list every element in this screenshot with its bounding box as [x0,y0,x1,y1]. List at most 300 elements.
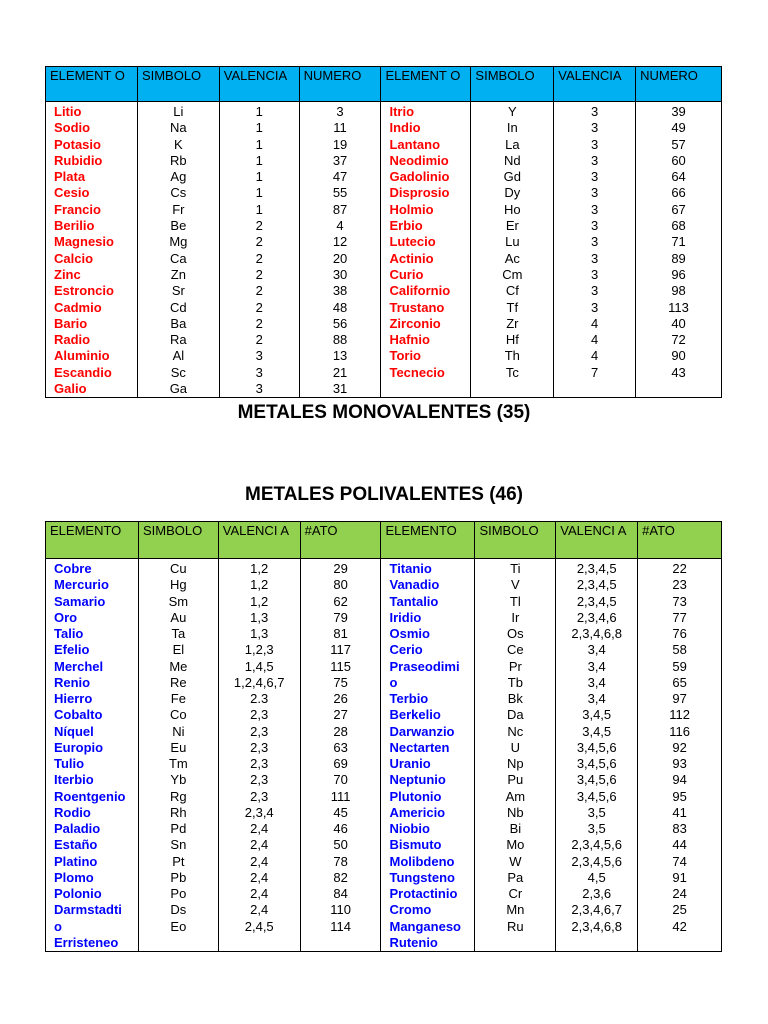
valence-cell: 3,5 [556,821,638,837]
table-row [46,316,722,332]
atomic-number-cell: 95 [638,789,722,805]
table-row [46,594,722,610]
element-name-cell: Rodio [46,805,139,821]
element-name-cell: Rubidio [46,153,138,169]
element-name-cell: Cadmio [46,300,138,316]
valence-cell: 2,4 [218,870,300,886]
table-row [46,626,722,642]
atomic-number-cell: 4 [299,218,381,234]
atomic-number-cell: 13 [299,348,381,364]
symbol-cell: Ti [475,559,556,578]
atomic-number-cell: 112 [638,707,722,723]
atomic-number-cell: 45 [300,805,381,821]
valence-cell [218,935,300,952]
symbol-cell: In [471,120,554,136]
atomic-number-cell: 42 [638,919,722,935]
element-name-cell: Europio [46,740,139,756]
valence-cell: 4,5 [556,870,638,886]
element-name-cell: Estroncio [46,283,138,299]
atomic-number-cell: 89 [636,251,722,267]
element-name-cell: Rutenio [381,935,475,952]
atomic-number-cell [638,935,722,952]
table-row [46,805,722,821]
symbol-cell: Ta [138,626,218,642]
atomic-number-cell: 83 [638,821,722,837]
symbol-cell: Eo [138,919,218,935]
element-name-cell: Terbio [381,691,475,707]
element-name-cell: Efelio [46,642,139,658]
element-name-cell: Trustano [381,300,471,316]
element-name-cell: Magnesio [46,234,138,250]
element-name-cell: Manganeso [381,919,475,935]
symbol-cell: Zn [137,267,219,283]
element-name-cell: Neptunio [381,772,475,788]
symbol-cell: Bi [475,821,556,837]
atomic-number-cell: 47 [299,169,381,185]
table-row [46,724,722,740]
valence-cell: 3 [554,202,636,218]
valence-cell: 2,3,4,5,6 [556,837,638,853]
valence-cell: 3 [554,300,636,316]
atomic-number-cell: 88 [299,332,381,348]
symbol-cell: Ho [471,202,554,218]
atomic-number-cell: 46 [300,821,381,837]
table-row [46,902,722,918]
atomic-number-cell: 116 [638,724,722,740]
valence-cell: 2 [219,332,299,348]
element-name-cell: Itrio [381,102,471,121]
atomic-number-cell: 64 [636,169,722,185]
element-name-cell: Titanio [381,559,475,578]
valence-cell: 1 [219,169,299,185]
atomic-number-cell: 28 [300,724,381,740]
symbol-cell: Pu [475,772,556,788]
symbol-cell: Eu [138,740,218,756]
table-row [46,707,722,723]
element-name-cell: Renio [46,675,139,691]
table-row [46,821,722,837]
table-row [46,234,722,250]
table-row [46,935,722,952]
atomic-number-cell: 77 [638,610,722,626]
atomic-number-cell: 111 [300,789,381,805]
atomic-number-cell: 78 [300,854,381,870]
atomic-number-cell: 62 [300,594,381,610]
atomic-number-cell: 87 [299,202,381,218]
valence-cell: 2,4 [218,886,300,902]
atomic-number-cell: 63 [300,740,381,756]
atomic-number-cell: 22 [638,559,722,578]
element-name-cell: Tulio [46,756,139,772]
valence-cell: 2,3 [218,740,300,756]
atomic-number-cell: 70 [300,772,381,788]
valence-cell: 2,3,4,6 [556,610,638,626]
element-name-cell: Hafnio [381,332,471,348]
atomic-number-cell: 114 [300,919,381,935]
table-row [46,202,722,218]
atomic-number-cell: 60 [636,153,722,169]
valence-cell: 2,3,4,6,8 [556,626,638,642]
valence-cell: 1,2,4,6,7 [218,675,300,691]
symbol-cell: K [137,137,219,153]
atomic-number-cell: 66 [636,185,722,201]
element-name-cell: Indio [381,120,471,136]
atomic-number-cell: 76 [638,626,722,642]
valence-cell: 4 [554,332,636,348]
element-name-cell: Potasio [46,137,138,153]
element-name-cell: Calcio [46,251,138,267]
valence-cell: 3,4 [556,642,638,658]
atomic-number-cell [300,935,381,952]
symbol-cell: Tl [475,594,556,610]
symbol-cell: Zr [471,316,554,332]
metales-polivalentes-table [45,521,722,952]
element-name-cell: Bario [46,316,138,332]
element-name-cell: Erristeneo [46,935,139,952]
element-name-cell: Platino [46,854,139,870]
atomic-number-cell: 11 [299,120,381,136]
element-name-cell: Tantalio [381,594,475,610]
valence-cell: 3 [219,348,299,364]
symbol-cell: Am [475,789,556,805]
table-row [46,675,722,691]
valence-cell: 2,3,4 [218,805,300,821]
element-name-cell: Cobalto [46,707,139,723]
monovalentes-title: METALES MONOVALENTES (35) [237,402,531,423]
valence-cell: 1 [219,137,299,153]
atomic-number-cell: 67 [636,202,722,218]
atomic-number-cell: 50 [300,837,381,853]
table-row [46,300,722,316]
element-name-cell: Darwanzio [381,724,475,740]
symbol-cell: Fr [137,202,219,218]
table-row [46,185,722,201]
valence-cell: 3 [554,267,636,283]
element-name-cell: Hierro [46,691,139,707]
table-row [46,102,722,121]
valence-cell: 2,3,6 [556,886,638,902]
element-name-cell: Níquel [46,724,139,740]
atomic-number-cell: 30 [299,267,381,283]
table-row [46,153,722,169]
valence-cell: 2 [219,251,299,267]
atomic-number-cell: 81 [300,626,381,642]
element-name-cell: Tungsteno [381,870,475,886]
valence-cell: 3,4 [556,691,638,707]
element-name-cell: Talio [46,626,139,642]
valence-cell: 2,3 [218,789,300,805]
valence-cell: 3 [554,153,636,169]
element-name-cell: Merchel [46,659,139,675]
symbol-cell: Pt [138,854,218,870]
valence-cell: 3 [554,120,636,136]
valence-cell: 3,4 [556,675,638,691]
table-row [46,348,722,364]
element-name-cell: Plomo [46,870,139,886]
atomic-number-cell: 98 [636,283,722,299]
symbol-cell: Da [475,707,556,723]
atomic-number-cell: 84 [300,886,381,902]
element-name-cell: Galio [46,381,138,398]
metales-monovalentes-table [45,66,722,398]
column-header: VALENCI A [218,522,300,559]
valence-cell: 3,5 [556,805,638,821]
column-header: SIMBOLO [137,67,219,102]
symbol-cell: Ni [138,724,218,740]
valence-cell: 2 [219,218,299,234]
element-name-cell: Uranio [381,756,475,772]
table-row [46,267,722,283]
table-row [46,659,722,675]
valence-cell: 2,4 [218,902,300,918]
symbol-cell: Rb [137,153,219,169]
element-name-cell: Plutonio [381,789,475,805]
element-name-cell: Darmstadti [46,902,139,918]
atomic-number-cell: 37 [299,153,381,169]
symbol-cell: Nd [471,153,554,169]
symbol-cell: Er [471,218,554,234]
element-name-cell: Vanadio [381,577,475,593]
element-name-cell: Actinio [381,251,471,267]
symbol-cell: Re [138,675,218,691]
valence-cell: 1 [219,202,299,218]
atomic-number-cell: 91 [638,870,722,886]
column-header: ELEMENTO [46,522,139,559]
atomic-number-cell: 21 [299,365,381,381]
atomic-number-cell: 20 [299,251,381,267]
atomic-number-cell: 25 [638,902,722,918]
symbol-cell: Lu [471,234,554,250]
element-name-cell: Aluminio [46,348,138,364]
table-row [46,772,722,788]
atomic-number-cell: 55 [299,185,381,201]
valence-cell: 1,2,3 [218,642,300,658]
symbol-cell: Yb [138,772,218,788]
table-row [46,886,722,902]
symbol-cell: Dy [471,185,554,201]
element-name-cell: Tecnecio [381,365,471,381]
valence-cell: 3 [554,283,636,299]
element-name-cell: Berilio [46,218,138,234]
valence-cell: 1 [219,120,299,136]
atomic-number-cell: 40 [636,316,722,332]
column-header: #ATO [638,522,722,559]
valence-cell: 2.3 [218,691,300,707]
atomic-number-cell: 96 [636,267,722,283]
symbol-cell: Hg [138,577,218,593]
valence-cell: 2,3 [218,756,300,772]
atomic-number-cell: 80 [300,577,381,593]
symbol-cell: Ca [137,251,219,267]
symbol-cell: U [475,740,556,756]
symbol-cell: La [471,137,554,153]
atomic-number-cell: 69 [300,756,381,772]
symbol-cell: Cm [471,267,554,283]
atomic-number-cell: 23 [638,577,722,593]
symbol-cell: Cd [137,300,219,316]
atomic-number-cell: 26 [300,691,381,707]
table-row [46,577,722,593]
element-name-cell: Curio [381,267,471,283]
element-name-cell: Protactinio [381,886,475,902]
symbol-cell: Cf [471,283,554,299]
symbol-cell: Ga [137,381,219,398]
element-name-cell [381,381,471,398]
valence-cell: 2,4 [218,837,300,853]
column-header: SIMBOLO [475,522,556,559]
symbol-cell: El [138,642,218,658]
atomic-number-cell: 75 [300,675,381,691]
symbol-cell: Nb [475,805,556,821]
symbol-cell: Os [475,626,556,642]
valence-cell: 1,2 [218,559,300,578]
symbol-cell: Rh [138,805,218,821]
element-name-cell: Plata [46,169,138,185]
element-name-cell: Torio [381,348,471,364]
table-row [46,870,722,886]
table-row [46,169,722,185]
column-header: VALENCI A [556,522,638,559]
element-name-cell: Molibdeno [381,854,475,870]
valence-cell: 2,3,4,6,7 [556,902,638,918]
element-name-cell: Radio [46,332,138,348]
valence-cell: 2,3,4,6,8 [556,919,638,935]
valence-cell: 3,4,5,6 [556,772,638,788]
symbol-cell: Mn [475,902,556,918]
symbol-cell: Cs [137,185,219,201]
symbol-cell: Bk [475,691,556,707]
element-name-cell: Iterbio [46,772,139,788]
table-row [46,837,722,853]
valence-cell: 2,3 [218,707,300,723]
symbol-cell: Pa [475,870,556,886]
table-row [46,381,722,398]
valence-cell [556,935,638,952]
atomic-number-cell: 43 [636,365,722,381]
atomic-number-cell: 27 [300,707,381,723]
element-name-cell: Cesio [46,185,138,201]
valence-cell: 2,4,5 [218,919,300,935]
valence-cell: 2 [219,316,299,332]
element-name-cell: Praseodimi [381,659,475,675]
valence-cell: 3 [554,218,636,234]
atomic-number-cell: 82 [300,870,381,886]
atomic-number-cell: 24 [638,886,722,902]
element-name-cell: Lutecio [381,234,471,250]
table-row [46,251,722,267]
atomic-number-cell: 31 [299,381,381,398]
valence-cell: 7 [554,365,636,381]
symbol-cell: Co [138,707,218,723]
valence-cell: 2,4 [218,854,300,870]
element-name-cell: Zirconio [381,316,471,332]
atomic-number-cell: 49 [636,120,722,136]
valence-cell: 3 [554,102,636,121]
symbol-cell: Au [138,610,218,626]
table-row [46,691,722,707]
atomic-number-cell: 113 [636,300,722,316]
symbol-cell: Pr [475,659,556,675]
column-header: NUMERO [299,67,381,102]
atomic-number-cell: 44 [638,837,722,853]
symbol-cell: Ac [471,251,554,267]
symbol-cell: Y [471,102,554,121]
element-name-cell: o [381,675,475,691]
symbol-cell: Po [138,886,218,902]
element-name-cell: Escandio [46,365,138,381]
symbol-cell: Sn [138,837,218,853]
valence-cell: 3,4,5 [556,707,638,723]
valence-cell: 4 [554,316,636,332]
element-name-cell: Cerio [381,642,475,658]
atomic-number-cell: 115 [300,659,381,675]
valence-cell: 4 [554,348,636,364]
atomic-number-cell: 71 [636,234,722,250]
symbol-cell: Sc [137,365,219,381]
symbol-cell: Np [475,756,556,772]
symbol-cell: Ba [137,316,219,332]
valence-cell: 3 [554,137,636,153]
atomic-number-cell: 79 [300,610,381,626]
element-name-cell: Mercurio [46,577,139,593]
element-name-cell: Holmio [381,202,471,218]
polivalentes-title: METALES POLIVALENTES (46) [245,484,523,505]
valence-cell: 3,4,5,6 [556,789,638,805]
element-name-cell: Zinc [46,267,138,283]
atomic-number-cell: 72 [636,332,722,348]
symbol-cell: Be [137,218,219,234]
element-name-cell: Cromo [381,902,475,918]
element-name-cell: Americio [381,805,475,821]
atomic-number-cell: 92 [638,740,722,756]
atomic-number-cell: 12 [299,234,381,250]
symbol-cell: Ra [137,332,219,348]
atomic-number-cell: 57 [636,137,722,153]
table-header-row [46,67,722,102]
atomic-number-cell: 19 [299,137,381,153]
table-row [46,789,722,805]
symbol-cell: Mg [137,234,219,250]
symbol-cell: Al [137,348,219,364]
table-header-row [46,522,722,559]
element-name-cell: Erbio [381,218,471,234]
valence-cell: 1,2 [218,577,300,593]
atomic-number-cell: 48 [299,300,381,316]
symbol-cell: Tf [471,300,554,316]
valence-cell [554,381,636,398]
atomic-number-cell: 97 [638,691,722,707]
valence-cell: 2,3,4,5 [556,594,638,610]
table-row [46,332,722,348]
atomic-number-cell: 110 [300,902,381,918]
valence-cell: 3 [554,234,636,250]
element-name-cell: Estaño [46,837,139,853]
valence-cell: 3 [219,381,299,398]
element-name-cell: Iridio [381,610,475,626]
valence-cell: 3,4,5,6 [556,756,638,772]
valence-cell: 2 [219,300,299,316]
atomic-number-cell: 41 [638,805,722,821]
element-name-cell: Lantano [381,137,471,153]
valence-cell: 2,3,4,5,6 [556,854,638,870]
atomic-number-cell: 3 [299,102,381,121]
symbol-cell: Pb [138,870,218,886]
atomic-number-cell: 68 [636,218,722,234]
symbol-cell: Nc [475,724,556,740]
symbol-cell: Ru [475,919,556,935]
atomic-number-cell: 93 [638,756,722,772]
column-header: VALENCIA [219,67,299,102]
